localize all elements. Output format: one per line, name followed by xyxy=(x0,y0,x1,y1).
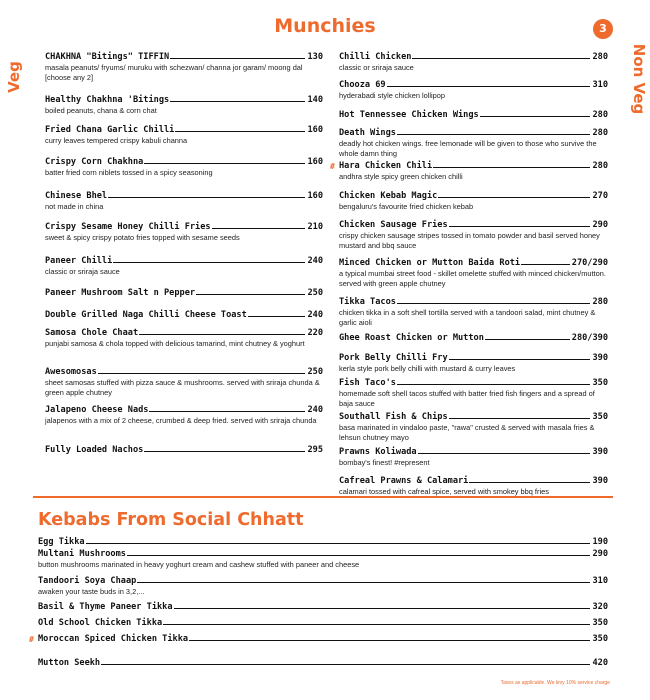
page-number-badge: 3 xyxy=(593,19,613,39)
menu-item-price: 290 xyxy=(592,220,608,230)
menu-item xyxy=(339,353,608,374)
menu-item-description: bengaluru's favourite fried chicken kebab xyxy=(339,202,474,211)
menu-item xyxy=(45,191,323,212)
leader-line xyxy=(433,167,590,168)
leader-line xyxy=(137,582,590,583)
menu-item-description: deadly hot chicken wings. free lemonade will be given to those who survive the whole damn thing xyxy=(339,139,597,158)
menu-item xyxy=(38,576,608,597)
menu-item-price: 320 xyxy=(592,602,608,612)
menu-item xyxy=(45,222,323,243)
menu-item-name: Double Grilled Naga Chilli Cheese Toast xyxy=(45,310,247,320)
menu-item-description: kerla style pork belly chilli with mustard & curry leaves xyxy=(339,364,516,373)
menu-item-price: 160 xyxy=(307,125,323,135)
menu-item xyxy=(45,95,323,116)
leader-line xyxy=(113,262,305,263)
menu-item-row xyxy=(339,333,608,344)
menu-item-row xyxy=(45,191,323,202)
menu-item xyxy=(339,447,608,468)
leader-line xyxy=(127,555,591,556)
menu-item-row xyxy=(339,297,608,308)
menu-item-price: 240 xyxy=(307,256,323,266)
menu-item-row xyxy=(45,95,323,106)
menu-item-price: 420 xyxy=(592,658,608,668)
menu-item xyxy=(339,333,608,344)
hash-marker: # xyxy=(330,162,335,171)
leader-line xyxy=(196,294,305,295)
menu-item xyxy=(45,157,323,178)
menu-item-description: calamari tossed with cafreal spice, served with smokey bbq fries xyxy=(339,487,549,496)
leader-line xyxy=(144,163,305,164)
menu-item-price: 310 xyxy=(592,80,608,90)
menu-item-price: 280 xyxy=(592,110,608,120)
menu-item xyxy=(45,256,323,277)
menu-item xyxy=(339,378,608,408)
menu-item-name: Chinese Bhel xyxy=(45,191,108,201)
menu-item-description: awaken your taste buds in 3,2,... xyxy=(38,587,145,596)
menu-item-price: 280 xyxy=(592,297,608,307)
menu-item-name: Chicken Kebab Magic xyxy=(339,191,438,201)
leader-line xyxy=(98,373,306,374)
menu-item xyxy=(38,549,608,570)
menu-item xyxy=(339,476,608,497)
leader-line xyxy=(212,228,306,229)
menu-item-row xyxy=(339,476,608,487)
menu-item-price: 240 xyxy=(307,310,323,320)
menu-item-name: Southall Fish & Chips xyxy=(339,412,448,422)
menu-item-name: Chilli Chicken xyxy=(339,52,412,62)
kebabs-section-title: Kebabs From Social Chhatt xyxy=(38,510,304,530)
menu-item-row xyxy=(45,157,323,168)
menu-item-description: button mushrooms marinated in heavy yoghurt cream and cashew stuffed with paneer and cheese xyxy=(38,560,360,569)
menu-item-name: Jalapeno Cheese Nads xyxy=(45,405,149,415)
menu-item-row xyxy=(45,125,323,136)
leader-line xyxy=(387,86,591,87)
leader-line xyxy=(144,451,305,452)
leader-line xyxy=(189,640,590,641)
menu-item-name: Ghee Roast Chicken or Mutton xyxy=(339,333,484,343)
menu-item-description: andhra style spicy green chicken chilli xyxy=(339,172,463,181)
menu-item xyxy=(38,658,608,669)
leader-line xyxy=(412,58,590,59)
menu-item-row xyxy=(339,220,608,231)
menu-item-row xyxy=(45,367,323,378)
menu-item xyxy=(339,110,608,121)
menu-item-row xyxy=(339,378,608,389)
menu-item-name: Paneer Mushroom Salt n Pepper xyxy=(45,288,196,298)
menu-item-row xyxy=(38,618,608,629)
leader-line xyxy=(449,359,591,360)
menu-item-row xyxy=(38,576,608,587)
menu-item-row xyxy=(38,634,608,645)
menu-item-row xyxy=(45,256,323,267)
menu-item-row xyxy=(45,288,323,299)
leader-line xyxy=(149,411,305,412)
menu-item-price: 280 xyxy=(592,161,608,171)
leader-line xyxy=(248,316,306,317)
menu-item xyxy=(38,618,608,629)
menu-item-price: 270 xyxy=(592,191,608,201)
menu-item-name: Moroccan Spiced Chicken Tikka xyxy=(38,634,189,644)
menu-item-name: Old School Chicken Tikka xyxy=(38,618,163,628)
leader-line xyxy=(438,197,590,198)
menu-item-name: Hot Tennessee Chicken Wings xyxy=(339,110,479,120)
menu-item-price: 140 xyxy=(307,95,323,105)
menu-item-price: 190 xyxy=(592,537,608,547)
menu-item-price: 350 xyxy=(592,412,608,422)
menu-item-name: Fried Chana Garlic Chilli xyxy=(45,125,175,135)
menu-item-row xyxy=(339,258,608,269)
leader-line xyxy=(521,264,570,265)
menu-item-name: Minced Chicken or Mutton Baida Roti xyxy=(339,258,521,268)
leader-line xyxy=(175,131,305,132)
hash-marker: # xyxy=(29,635,34,644)
leader-line xyxy=(163,624,590,625)
menu-item xyxy=(330,161,608,182)
menu-item-description: jalapenos with a mix of 2 cheese, crumbed & deep fried. served with sriraja chunda xyxy=(45,416,317,425)
menu-item xyxy=(339,220,608,250)
menu-item-price: 210 xyxy=(307,222,323,232)
menu-item xyxy=(339,80,608,101)
menu-item-description: batter fried corn niblets tossed in a spicy seasoning xyxy=(45,168,213,177)
non-veg-side-label: Non Veg xyxy=(630,43,649,115)
menu-item-price: 390 xyxy=(592,353,608,363)
menu-item xyxy=(339,52,608,73)
menu-item xyxy=(38,602,608,613)
leader-line xyxy=(418,453,591,454)
menu-item xyxy=(38,537,608,548)
menu-item xyxy=(45,288,323,299)
menu-item-price: 350 xyxy=(592,378,608,388)
menu-item xyxy=(339,258,608,288)
menu-item-row xyxy=(45,445,323,456)
leader-line xyxy=(397,384,591,385)
menu-item-name: Mutton Seekh xyxy=(38,658,101,668)
menu-item-row xyxy=(339,447,608,458)
menu-item xyxy=(45,367,323,397)
menu-item-name: Multani Mushrooms xyxy=(38,549,126,559)
menu-item-name: Death Wings xyxy=(339,128,396,138)
menu-item xyxy=(339,128,608,158)
leader-line xyxy=(485,339,570,340)
menu-item xyxy=(339,191,608,212)
menu-item-description: sheet samosas stuffed with pizza sauce & mushrooms. served with sriraja chunda & green apple chutney xyxy=(45,378,320,397)
menu-item-name: Samosa Chole Chaat xyxy=(45,328,139,338)
menu-item xyxy=(339,412,608,442)
menu-item-price: 160 xyxy=(307,157,323,167)
menu-item xyxy=(45,445,323,456)
leader-line xyxy=(397,303,591,304)
section-divider xyxy=(33,496,613,498)
menu-item-price: 160 xyxy=(307,191,323,201)
menu-item-row xyxy=(45,52,323,63)
menu-item-row xyxy=(339,80,608,91)
menu-item-name: Chooza 69 xyxy=(339,80,386,90)
menu-item-name: Awesomosas xyxy=(45,367,97,377)
menu-item-name: Crispy Sesame Honey Chilli Fries xyxy=(45,222,211,232)
leader-line xyxy=(449,226,591,227)
menu-item-name: Paneer Chilli xyxy=(45,256,113,266)
menu-item xyxy=(45,328,323,349)
menu-item-name: Crispy Corn Chakhna xyxy=(45,157,144,167)
menu-item-name: Tandoori Soya Chaap xyxy=(38,576,137,586)
menu-item xyxy=(45,125,323,146)
menu-item-description: classic or sriraja sauce xyxy=(45,267,120,276)
menu-item-price: 130 xyxy=(307,52,323,62)
menu-item-name: Pork Belly Chilli Fry xyxy=(339,353,448,363)
menu-item-description: homemade soft shell tacos stuffed with batter fried fish fingers and a spread of baja sauce xyxy=(339,389,595,408)
menu-item-description: bombay's finest! #represent xyxy=(339,458,430,467)
menu-item-name: Basil & Thyme Paneer Tikka xyxy=(38,602,173,612)
menu-item-name: Cafreal Prawns & Calamari xyxy=(339,476,469,486)
menu-item-row xyxy=(339,128,608,139)
leader-line xyxy=(108,197,305,198)
veg-side-label: Veg xyxy=(4,61,23,93)
menu-item-description: not made in china xyxy=(45,202,104,211)
menu-item xyxy=(339,297,608,327)
menu-item-price: 350 xyxy=(592,634,608,644)
menu-item xyxy=(45,52,323,82)
menu-item-price: 250 xyxy=(307,288,323,298)
menu-item-name: Fully Loaded Nachos xyxy=(45,445,144,455)
menu-item-name: Hara Chicken Chili xyxy=(339,161,433,171)
menu-item-row xyxy=(339,161,608,172)
menu-item-price: 295 xyxy=(307,445,323,455)
menu-item xyxy=(29,634,608,645)
menu-item-price: 220 xyxy=(307,328,323,338)
menu-item-description: curry leaves tempered crispy kabuli channa xyxy=(45,136,188,145)
menu-item-row xyxy=(38,602,608,613)
leader-line xyxy=(480,116,591,117)
menu-item-row xyxy=(339,353,608,364)
menu-item xyxy=(45,310,323,321)
menu-item-name: Chicken Sausage Fries xyxy=(339,220,448,230)
menu-item-description: chicken tikka in a soft shell tortilla served with a tandoori salad, mint chutney & garlic aioli xyxy=(339,308,596,327)
menu-item-description: classic or sriraja sauce xyxy=(339,63,414,72)
menu-item-row xyxy=(38,549,608,560)
tax-footnote: Taxes as applicable. We levy 10% service charge xyxy=(500,680,610,686)
menu-item-price: 290 xyxy=(592,549,608,559)
menu-item-price: 280 xyxy=(592,128,608,138)
menu-item-price: 350 xyxy=(592,618,608,628)
menu-item-price: 240 xyxy=(307,405,323,415)
menu-item-name: Healthy Chakhna 'Bitings xyxy=(45,95,170,105)
menu-item-row xyxy=(339,110,608,121)
menu-item-name: Tikka Tacos xyxy=(339,297,396,307)
menu-item-name: Fish Taco's xyxy=(339,378,396,388)
menu-item-name: Prawns Koliwada xyxy=(339,447,417,457)
menu-item-row xyxy=(339,412,608,423)
menu-item-price: 390 xyxy=(592,447,608,457)
leader-line xyxy=(174,608,591,609)
menu-item-description: basa marinated in vindaloo paste, "rawa" crusted & served with masala fries & lehsun chutney mayo xyxy=(339,423,595,442)
menu-item-description: hyderabadi style chicken lollipop xyxy=(339,91,445,100)
leader-line xyxy=(101,664,590,665)
leader-line xyxy=(397,134,591,135)
menu-item-row xyxy=(339,191,608,202)
menu-item-description: punjabi samosa & chola topped with delicious tamarind, mint chutney & yoghurt xyxy=(45,339,305,348)
menu-item-row xyxy=(45,328,323,339)
menu-title: Munchies xyxy=(274,15,376,37)
leader-line xyxy=(170,58,305,59)
menu-item-price: 390 xyxy=(592,476,608,486)
menu-item-description: boiled peanuts, chana & corn chat xyxy=(45,106,157,115)
menu-item-row xyxy=(45,405,323,416)
menu-item-price: 280/390 xyxy=(571,333,608,343)
leader-line xyxy=(86,543,591,544)
leader-line xyxy=(139,334,305,335)
menu-item-row xyxy=(38,658,608,669)
menu-item-price: 250 xyxy=(307,367,323,377)
leader-line xyxy=(170,101,305,102)
menu-item-row xyxy=(38,537,608,548)
menu-item-description: sweet & spicy crispy potato fries topped with sesame seeds xyxy=(45,233,240,242)
menu-item xyxy=(45,405,323,426)
leader-line xyxy=(449,418,591,419)
leader-line xyxy=(469,482,590,483)
menu-item-price: 280 xyxy=(592,52,608,62)
menu-item-name: Egg Tikka xyxy=(38,537,85,547)
menu-item-description: crispy chicken sausage stripes tossed in tomato powder and basil served honey mustard and bbq sauce xyxy=(339,231,600,250)
menu-item-row xyxy=(339,52,608,63)
menu-item-row xyxy=(45,222,323,233)
menu-item-row xyxy=(45,310,323,321)
menu-item-description: masala peanuts/ fryums/ muruku with schezwan/ channa jor garam/ moong dal [choose any 2] xyxy=(45,63,303,82)
menu-item-price: 310 xyxy=(592,576,608,586)
menu-item-description: a typical mumbai street food - skillet omelette stuffed with minced chicken/mutton. served with green apple chutney xyxy=(339,269,606,288)
menu-item-name: CHAKHNA "Bitings" TIFFIN xyxy=(45,52,170,62)
menu-item-price: 270/290 xyxy=(571,258,608,268)
